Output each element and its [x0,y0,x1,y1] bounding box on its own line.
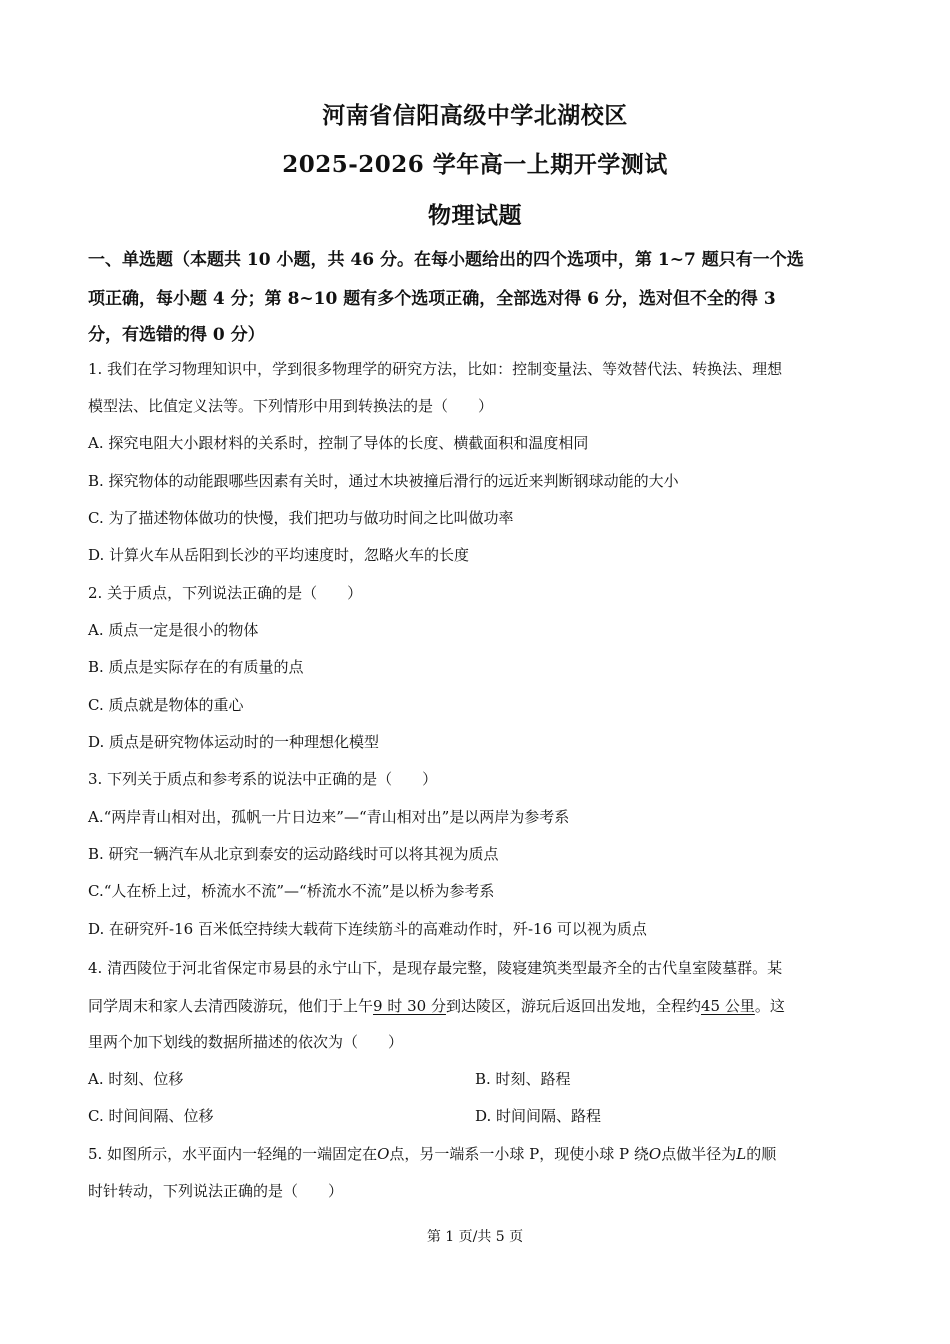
q2-option-c: C. 质点就是物体的重心 [88,696,244,714]
q4-underlined-distance: 45 公里 [700,997,755,1015]
q5-point-o: O [377,1145,390,1163]
q1-stem-line-2: 模型法、比值定义法等。下列情形中用到转换法的是（ ） [88,397,494,415]
section-heading-line-1: 一、单选题（本题共 10 小题，共 46 分。在每小题给出的四个选项中，第 1~7 题只有一个选 [88,250,804,270]
section-heading-line-2: 项正确，每小题 4 分；第 8~10 题有多个选项正确，全部选对得 6 分，选对但不全的得 3 [88,289,776,309]
q4-option-d: D. 时间间隔、路程 [475,1107,602,1125]
q1-option-d: D. 计算火车从岳阳到长沙的平均速度时，忽略火车的长度 [88,546,470,564]
q2-option-d: D. 质点是研究物体运动时的一种理想化模型 [88,733,380,751]
school-title: 河南省信阳高级中学北湖校区 [322,102,628,129]
q5-text-1: 5. 如图所示，水平面内一轻绳的一端固定在 [88,1145,378,1163]
q2-option-b: B. 质点是实际存在的有质量的点 [88,658,304,676]
q1-option-b: B. 探究物体的动能跟哪些因素有关时，通过木块被撞后滑行的远近来判断钢球动能的大小 [88,472,679,490]
q1-option-a: A. 探究电阻大小跟材料的关系时，控制了导体的长度、横截面积和温度相同 [88,434,589,452]
q4-underlined-time: 9 时 30 分 [373,997,446,1015]
section-heading-line-3: 分，有选错的得 0 分） [88,325,265,345]
q2-option-a: A. 质点一定是很小的物体 [88,621,259,639]
q1-stem-line-1: 1. 我们在学习物理知识中，学到很多物理学的研究方法，比如：控制变量法、等效替代法、转换法、理想 [88,360,783,378]
q5-radius-l: L [736,1145,747,1163]
q5-text-2: 点，另一端系一小球 P，现使小球 P 绕 [389,1145,649,1163]
q4-option-a: A. 时刻、位移 [88,1070,184,1088]
q3-option-a: A.“两岸青山相对出，孤帆一片日边来”—“青山相对出”是以两岸为参考系 [88,808,570,826]
exam-title: 2025-2026 学年高一上期开学测试 [282,151,668,178]
q4-text-pre: 同学周末和家人去清西陵游玩，他们于上午 [88,997,374,1015]
q3-option-d: D. 在研究歼-16 百米低空持续大载荷下连续筋斗的高难动作时，歼-16 可以视为质点 [88,920,647,938]
q4-option-b: B. 时刻、路程 [475,1070,571,1088]
q5-stem-line-1 [88,1143,776,1164]
subject-title: 物理试题 [428,202,522,229]
q4-stem-line-3: 里两个加下划线的数据所描述的依次为（ ） [88,1033,404,1051]
q4-option-c: C. 时间间隔、位移 [88,1107,214,1125]
q2-stem: 2. 关于质点，下列说法正确的是（ ） [88,584,363,602]
q3-option-c: C.“人在桥上过，桥流水不流”—“桥流水不流”是以桥为参考系 [88,882,495,900]
q4-text-mid: 到达陵区，游玩后返回出发地，全程约 [445,997,701,1015]
q3-stem: 3. 下列关于质点和参考系的说法中正确的是（ ） [88,770,438,788]
q5-point-o-2: O [648,1145,662,1163]
q4-stem-line-1: 4. 清西陵位于河北省保定市易县的永宁山下，是现存最完整，陵寝建筑类型最齐全的古代皇室陵墓群。某 [88,959,783,977]
q5-text-4: 的顺 [746,1145,777,1163]
q1-option-c: C. 为了描述物体做功的快慢，我们把功与做功时间之比叫做功率 [88,509,514,527]
q3-option-b: B. 研究一辆汽车从北京到泰安的运动路线时可以将其视为质点 [88,845,499,863]
q5-text-3: 点做半径为 [661,1145,737,1163]
q5-stem-line-2: 时针转动，下列说法正确的是（ ） [88,1182,344,1200]
page-number: 第 1 页/共 5 页 [426,1229,524,1245]
q4-text-post: 。这 [754,997,785,1015]
q4-stem-line-2 [88,995,785,1016]
